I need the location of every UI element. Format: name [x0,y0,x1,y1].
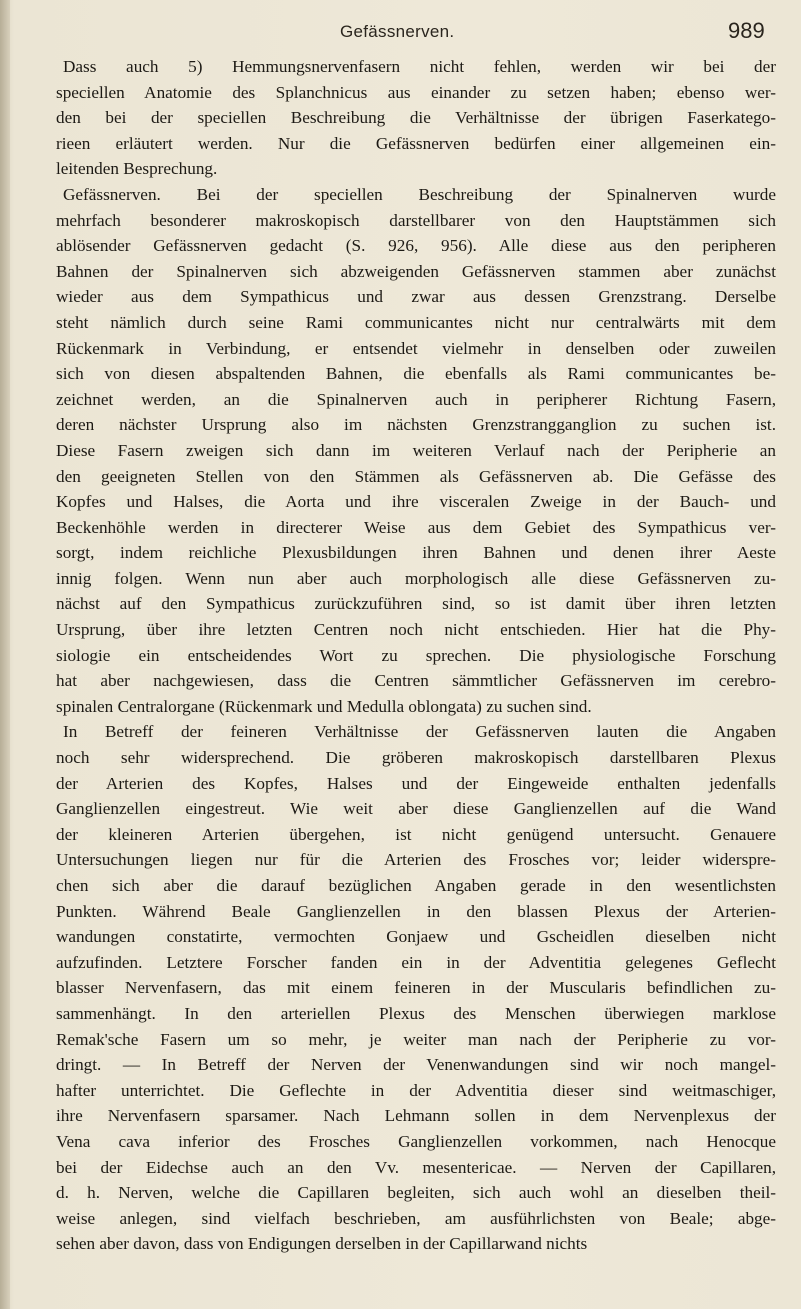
text-line: siologie ein entscheidendes Wort zu sprechen. Die physiologische Forschung [56,645,776,665]
text-line: bei der Eidechse auch an den Vv. mesentericae. — Nerven der Capillaren, [56,1157,776,1177]
text-line: sorgt, indem reichliche Plexusbildungen ihren Bahnen und denen ihrer Aeste [56,543,776,563]
text-line: rieen erläutert werden. Nur die Gefässnerven bedürfen einer allgemeinen ein- [56,133,776,153]
page-header [0,18,801,48]
running-head: Gefässnerven. [340,22,455,41]
page-number: 989 [728,18,765,43]
text-line: speciellen Anatomie des Splanchnicus aus einander zu setzen haben; ebenso wer- [56,82,776,102]
text-line: Ganglienzellen eingestreut. Wie weit aber diese Ganglienzellen auf die Wand [56,799,776,819]
text-line: weise anlegen, sind vielfach beschrieben, am ausführlichsten von Beale; abge- [56,1208,776,1228]
text-line: den geeigneten Stellen von den Stämmen als Gefässnerven ab. Die Gefässe des [56,466,776,486]
text-line: Beckenhöhle werden in directerer Weise aus dem Gebiet des Sympathicus ver- [56,517,776,537]
text-line: Gefässnerven. Bei der speciellen Beschreibung der Spinalnerven wurde [63,184,776,204]
text-line: Diese Fasern zweigen sich dann im weiteren Verlauf nach der Peripherie an [56,440,776,460]
page-spine-edge [0,0,10,1309]
text-line: ablösender Gefässnerven gedacht (S. 926, 956). Alle diese aus den peripheren [56,236,776,256]
text-line: Rückenmark in Verbindung, er entsendet vielmehr in denselben oder zuweilen [56,338,776,358]
text-line: innig folgen. Wenn nun aber auch morphologisch alle diese Gefässnerven zu- [56,568,776,588]
text-line: blasser Nervenfasern, das mit einem feineren in der Muscularis befindlichen zu- [56,978,776,998]
text-line: der Arterien des Kopfes, Halses und der Eingeweide enthalten jedenfalls [56,773,776,793]
text-line: noch sehr widersprechend. Die gröberen makroskopisch darstellbaren Plexus [56,748,776,768]
text-line: sammenhängt. In den arteriellen Plexus des Menschen überwiegen marklose [56,1003,776,1023]
text-line: wandungen constatirte, vermochten Gonjaew und Gscheidlen dieselben nicht [56,927,776,947]
text-line: nächst auf den Sympathicus zurückzuführen sind, so ist damit über ihren letzten [56,594,776,614]
text-line: Ursprung, über ihre letzten Centren noch nicht entschieden. Hier hat die Phy- [56,620,776,640]
text-line: mehrfach besonderer makroskopisch darstellbarer von den Hauptstämmen sich [56,210,776,230]
text-line: Vena cava inferior des Frosches Ganglienzellen vorkommen, nach Henocque [56,1131,776,1151]
text-line: der kleineren Arterien übergehen, ist nicht genügend untersucht. Genauere [56,824,776,844]
text-line: hat aber nachgewiesen, dass die Centren sämmtlicher Gefässnerven im cerebro- [56,671,776,691]
text-line: Kopfes und Halses, die Aorta und ihre visceralen Zweige in der Bauch- und [56,492,776,512]
text-line: sich von diesen abspaltenden Bahnen, die ebenfalls als Rami communicantes be- [56,364,776,384]
text-line: Untersuchungen liegen nur für die Arterien des Frosches vor; leider widerspre- [56,850,776,870]
text-line: zeichnet werden, an die Spinalnerven auch in peripherer Richtung Fasern, [56,389,776,409]
text-line: den bei der speciellen Beschreibung die Verhältnisse der übrigen Faserkatego- [56,108,776,128]
text-line: steht nämlich durch seine Rami communicantes nicht nur centralwärts mit dem [56,312,776,332]
text-line: d. h. Nerven, welche die Capillaren begleiten, sich auch wohl an dieselben theil- [56,1183,776,1203]
text-line: ihre Nervenfasern sparsamer. Nach Lehmann sollen in dem Nervenplexus der [56,1106,776,1126]
text-line: Punkten. Während Beale Ganglienzellen in den blassen Plexus der Arterien- [56,901,776,921]
text-line: sehen aber davon, dass von Endigungen derselben in der Capillarwand nichts [56,1234,588,1254]
text-line: wieder aus dem Sympathicus und zwar aus dessen Grenzstrang. Derselbe [56,287,776,307]
text-line: Remak'sche Fasern um so mehr, je weiter man nach der Peripherie zu vor- [56,1029,776,1049]
text-line: dringt. — In Betreff der Nerven der Venenwandungen sind wir noch mangel- [56,1055,776,1075]
text-line: hafter unterrichtet. Die Geflechte in der Adventitia dieser sind weitmaschiger, [56,1080,776,1100]
text-line: chen sich aber die darauf bezüglichen Angaben gerade in den wesentlichsten [56,876,776,895]
text-line: deren nächster Ursprung also im nächsten Grenzstrangganglion zu suchen ist. [56,415,776,435]
text-line: Dass auch 5) Hemmungsnervenfasern nicht fehlen, werden wir bei der [63,57,776,76]
text-line: leitenden Besprechung. [56,159,218,179]
body-text [56,54,776,1257]
text-line: Bahnen der Spinalnerven sich abzweigenden Gefässnerven stammen aber zunächst [56,261,776,281]
text-line: spinalen Centralorgane (Rückenmark und Medulla oblongata) zu suchen sind. [56,696,592,716]
text-line: In Betreff der feineren Verhältnisse der Gefässnerven lauten die Angaben [63,722,776,742]
text-line: aufzufinden. Letztere Forscher fanden ein in der Adventitia gelegenes Geflecht [56,952,776,972]
